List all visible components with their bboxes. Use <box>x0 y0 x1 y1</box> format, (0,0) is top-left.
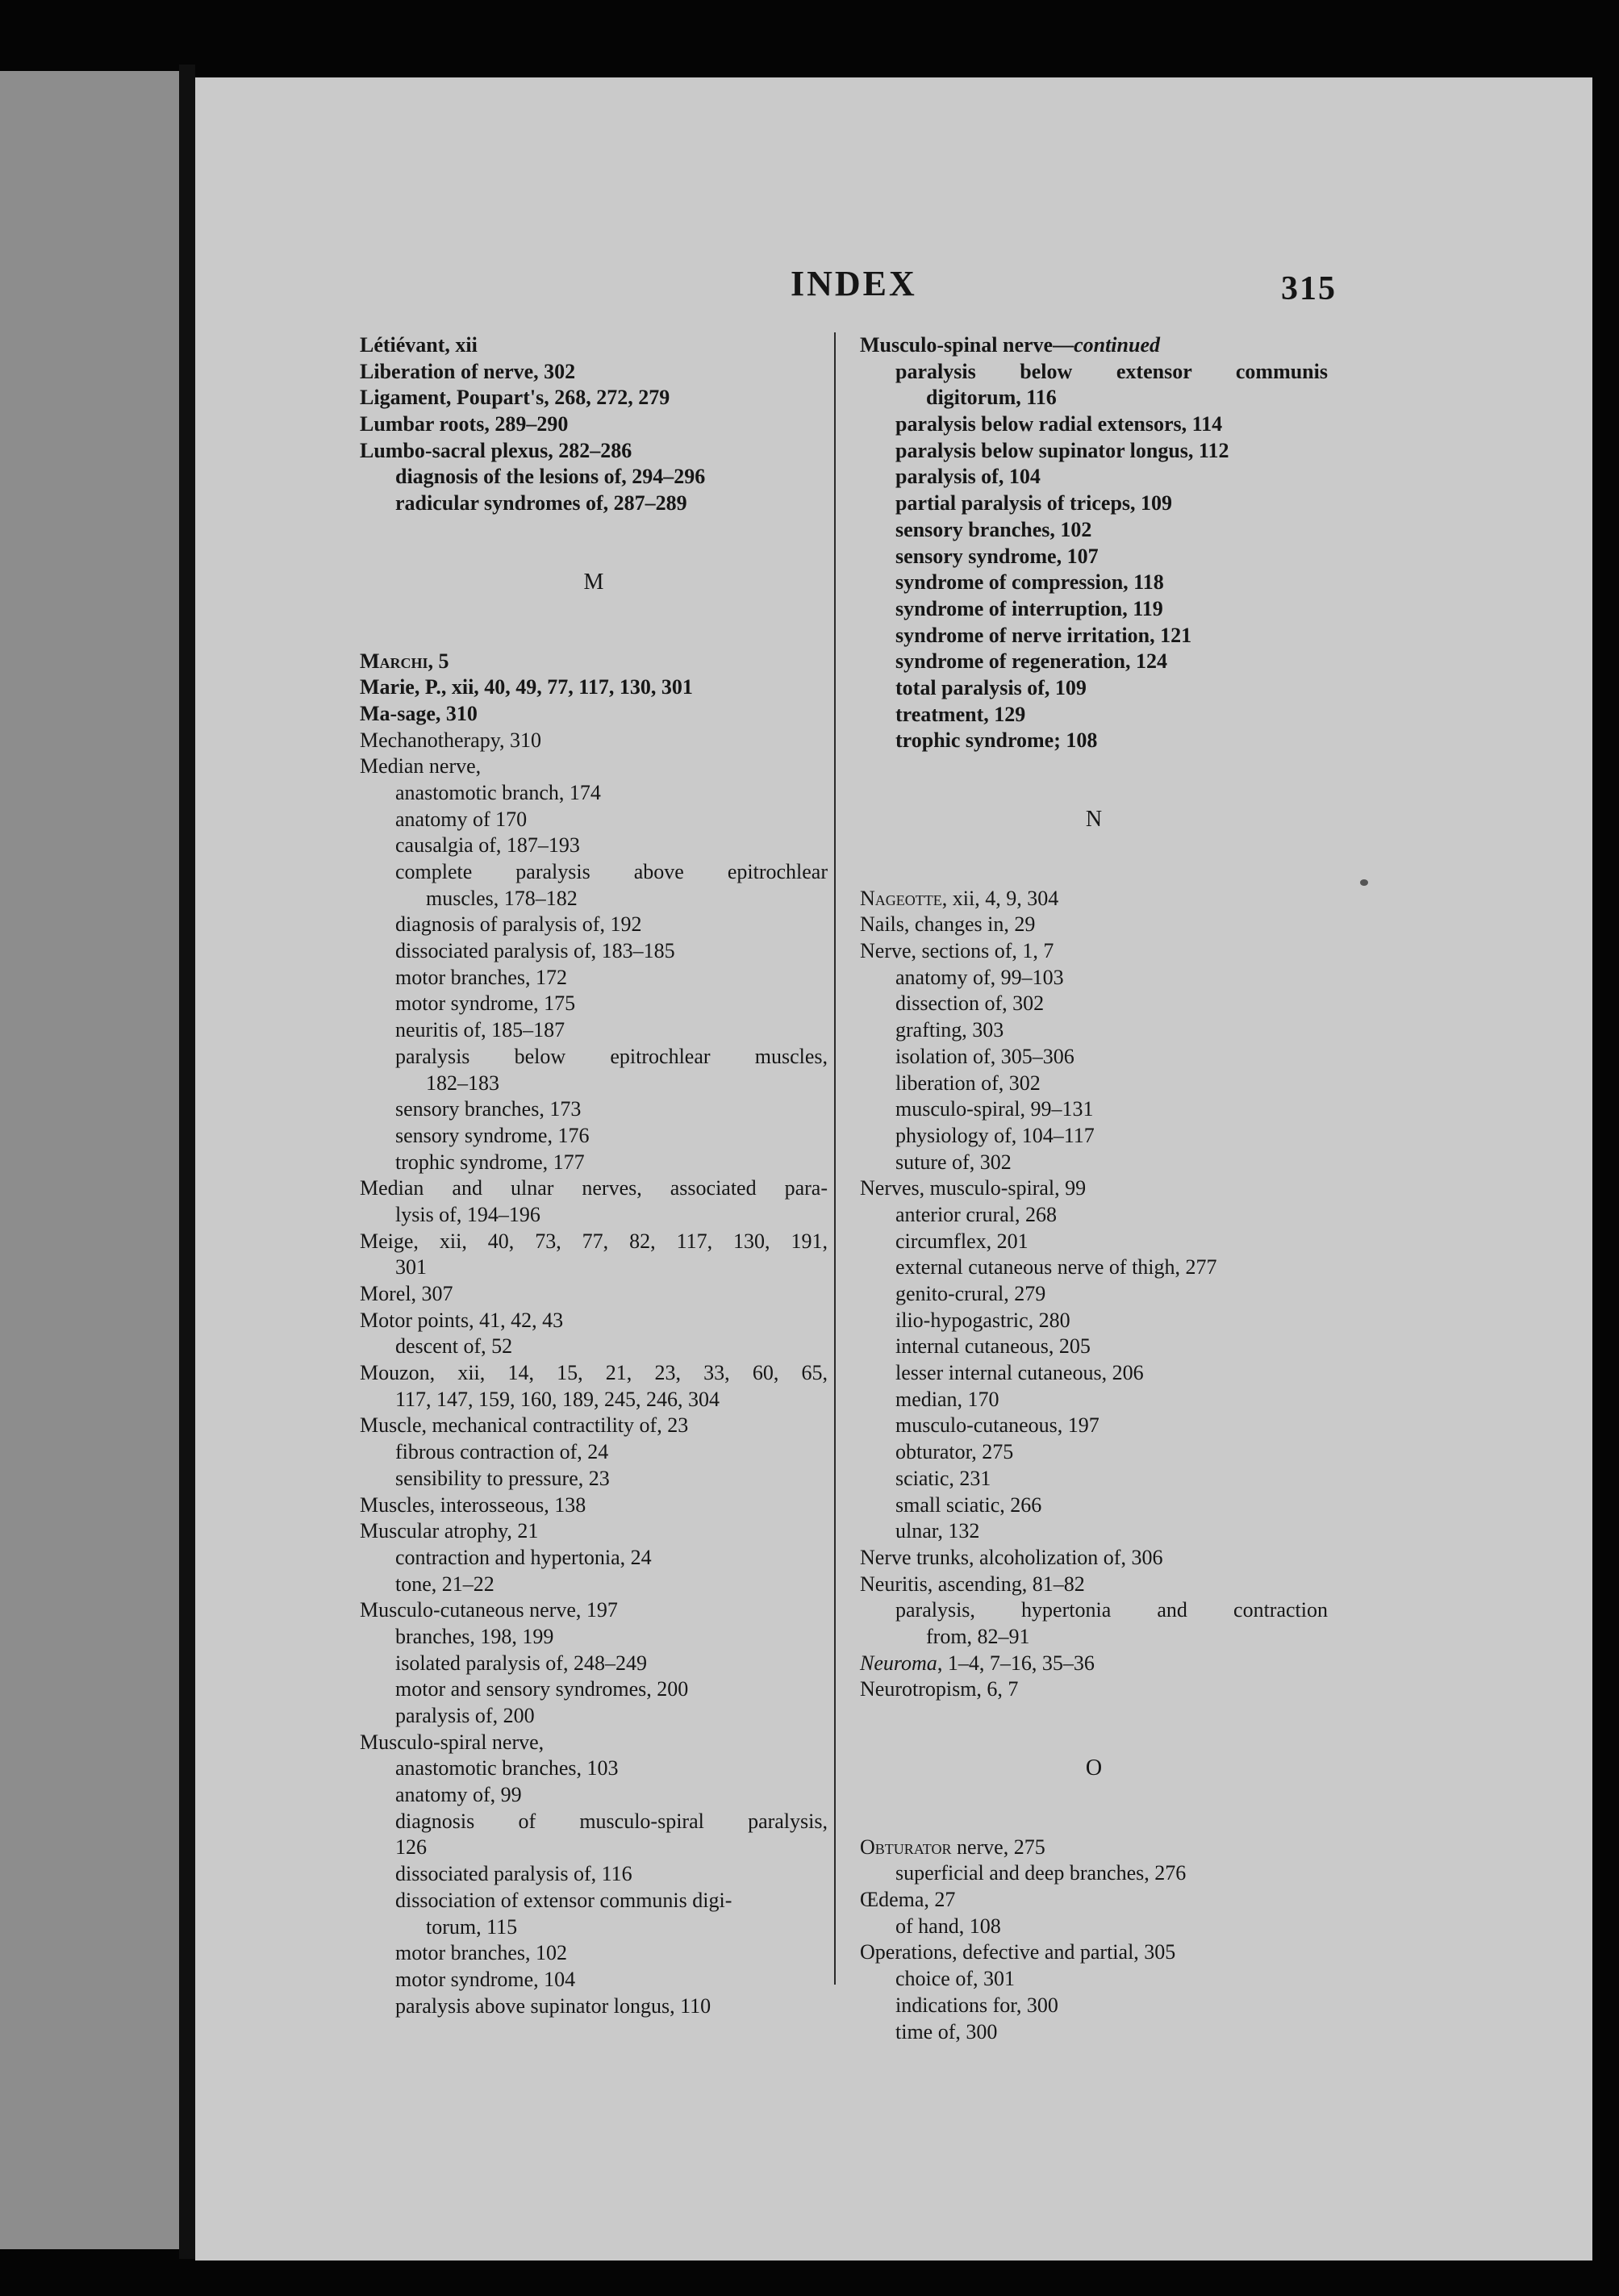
index-subentry: physiology of, 104–117 <box>895 1123 1095 1147</box>
index-subentry: genito-crural, 279 <box>895 1282 1046 1305</box>
index-entry: Meige, xii, 40, 73, 77, 82, 117, 130, 191, <box>360 1229 828 1253</box>
index-subentry: causalgia of, 187–193 <box>395 833 580 858</box>
index-subentry: liberation of, 302 <box>895 1071 1041 1095</box>
index-subentry: paralysis below radial extensors, 114 <box>895 412 1223 436</box>
index-subentry: median, 170 <box>895 1387 999 1411</box>
index-subentry: dissociated paralysis of, 183–185 <box>395 939 675 963</box>
index-entry: Lumbar roots, 289–290 <box>360 412 569 436</box>
entry-term-smallcaps: Obturator <box>860 1835 952 1859</box>
index-entry: Muscle, mechanical contractility of, 23 <box>360 1413 689 1438</box>
index-subentry: paralysis of, 104 <box>895 465 1041 489</box>
index-subentry: syndrome of regeneration, 124 <box>895 649 1167 674</box>
index-subentry: total paralysis of, 109 <box>895 675 1087 699</box>
index-subentry: lesser internal cutaneous, 206 <box>895 1361 1144 1385</box>
index-subentry: anterior crural, 268 <box>895 1202 1057 1226</box>
index-subentry: paralysis below supinator longus, 112 <box>895 438 1229 462</box>
index-subentry: 182–183 <box>426 1071 499 1095</box>
index-subentry: fibrous contraction of, 24 <box>395 1440 609 1464</box>
index-entry: Musculo-spiral nerve, <box>360 1730 545 1754</box>
index-subentry: musculo-cutaneous, 197 <box>895 1413 1100 1438</box>
index-subentry: small sciatic, 266 <box>895 1492 1042 1517</box>
page-number: 315 <box>1281 270 1337 307</box>
index-subentry: lysis of, 194–196 <box>395 1202 540 1226</box>
index-subentry: isolated paralysis of, 248–249 <box>395 1651 647 1675</box>
index-subentry: isolation of, 305–306 <box>895 1044 1074 1068</box>
index-entry <box>860 886 1328 912</box>
index-entry: Mechanotherapy, 310 <box>360 728 542 752</box>
index-entry: Nails, changes in, 29 <box>860 912 1036 937</box>
index-subentry: motor and sensory syndromes, 200 <box>395 1677 689 1701</box>
index-entry <box>860 1835 1328 1861</box>
facing-page-edge <box>0 71 179 2249</box>
section-spacer <box>860 833 1328 886</box>
index-subentry: dissociation of extensor communis digi- <box>395 1888 732 1912</box>
index-subentry: sensibility to pressure, 23 <box>395 1466 610 1490</box>
index-subentry: 301 <box>395 1255 427 1279</box>
index-entry: Nerve, sections of, 1, 7 <box>860 939 1054 963</box>
author-name: Nageotte <box>860 886 942 910</box>
index-subentry: radicular syndromes of, 287–289 <box>395 491 687 516</box>
index-subentry: complete paralysis above epitrochlear <box>395 860 828 883</box>
index-subentry: ilio-hypogastric, 280 <box>895 1308 1070 1332</box>
index-column-right <box>860 332 1328 2045</box>
index-subentry: choice of, 301 <box>895 1967 1016 1991</box>
index-subentry: grafting, 303 <box>895 1018 1004 1042</box>
index-subentry: motor syndrome, 104 <box>395 1967 576 1991</box>
index-entry: Ligament, Poupart's, 268, 272, 279 <box>360 386 670 410</box>
index-subentry: syndrome of nerve irritation, 121 <box>895 623 1192 647</box>
index-subentry: descent of, 52 <box>395 1334 513 1359</box>
index-letter-heading: N <box>1085 807 1103 832</box>
index-subentry: branches, 198, 199 <box>395 1624 554 1648</box>
index-subentry: internal cutaneous, 205 <box>895 1334 1091 1359</box>
index-entry: Neuritis, ascending, 81–82 <box>860 1572 1085 1596</box>
page-gutter-shadow <box>179 65 195 2259</box>
index-subentry: paralysis, hypertonia and contraction <box>895 1598 1328 1622</box>
index-subentry: diagnosis of musculo-spiral paralysis, <box>395 1809 828 1833</box>
index-subentry: 117, 147, 159, 160, 189, 245, 246, 304 <box>395 1387 720 1411</box>
index-entry: Morel, 307 <box>360 1282 453 1305</box>
index-subentry: digitorum, 116 <box>926 386 1057 410</box>
index-column-left <box>360 332 828 2019</box>
index-entry: Nerves, musculo-spiral, 99 <box>860 1176 1087 1200</box>
entry-term-italic: Neuroma <box>860 1651 937 1675</box>
index-subentry: anatomy of 170 <box>395 807 528 831</box>
index-subentry: superficial and deep branches, 276 <box>895 1861 1187 1885</box>
author-name: Marchi <box>360 649 428 673</box>
index-subentry: syndrome of compression, 118 <box>895 570 1164 595</box>
index-entry: Neurotropism, 6, 7 <box>860 1677 1019 1701</box>
index-subentry: paralysis below extensor communis <box>895 359 1328 383</box>
index-subentry: diagnosis of paralysis of, 192 <box>395 912 642 937</box>
index-subentry: neuritis of, 185–187 <box>395 1018 565 1042</box>
index-subentry: sensory syndrome, 107 <box>895 544 1099 568</box>
column-divider-rule <box>834 332 836 1985</box>
index-subentry: sensory syndrome, 176 <box>395 1123 590 1147</box>
index-entry: Lumbo-sacral plexus, 282–286 <box>360 438 632 462</box>
index-entry: Œdema, 27 <box>860 1888 956 1912</box>
index-entry <box>860 1651 1328 1677</box>
index-subentry: obturator, 275 <box>895 1440 1014 1464</box>
index-subentry: suture of, 302 <box>895 1150 1012 1174</box>
index-subentry: ulnar, 132 <box>895 1519 980 1543</box>
index-subentry: paralysis below epitrochlear muscles, <box>395 1044 828 1068</box>
index-entry: Operations, defective and partial, 305 <box>860 1940 1176 1964</box>
index-subentry: muscles, 178–182 <box>426 886 578 910</box>
index-subentry: anastomotic branches, 103 <box>395 1756 619 1780</box>
index-subentry: sensory branches, 173 <box>395 1097 582 1121</box>
index-entry: Marie, P., xii, 40, 49, 77, 117, 130, 301 <box>360 675 693 699</box>
continued-marker: continued <box>1074 333 1160 357</box>
index-subentry: trophic syndrome, 177 <box>395 1150 585 1174</box>
index-subentry: anatomy of, 99 <box>395 1783 522 1807</box>
index-entry: Ma-sage, 310 <box>360 701 478 725</box>
section-spacer <box>360 596 828 649</box>
index-subentry: partial paralysis of triceps, 109 <box>895 491 1173 516</box>
index-letter-heading: M <box>583 569 604 595</box>
index-subentry: sciatic, 231 <box>895 1466 991 1490</box>
index-entry <box>360 649 828 675</box>
index-entry: Median and ulnar nerves, associated para- <box>360 1176 828 1200</box>
index-subentry: paralysis above supinator longus, 110 <box>395 1993 711 2018</box>
index-entry: Muscles, interosseous, 138 <box>360 1492 586 1517</box>
index-subentry: motor branches, 172 <box>395 965 568 989</box>
index-subentry: diagnosis of the lesions of, 294–296 <box>395 465 706 489</box>
index-entry: Létiévant, xii <box>360 333 478 357</box>
index-subentry: indications for, 300 <box>895 1993 1058 2017</box>
entry-rest: nerve, 275 <box>951 1835 1045 1859</box>
index-subentry: syndrome of interruption, 119 <box>895 596 1163 620</box>
index-subentry: torum, 115 <box>426 1914 518 1939</box>
index-entry: Musculo-cutaneous nerve, 197 <box>360 1598 618 1622</box>
index-entry: Median nerve, <box>360 754 482 779</box>
index-subentry: time of, 300 <box>895 2019 998 2043</box>
section-spacer <box>360 517 828 570</box>
index-entry: Liberation of nerve, 302 <box>360 359 576 383</box>
index-subentry: paralysis of, 200 <box>395 1704 535 1727</box>
index-entry: Mouzon, xii, 14, 15, 21, 23, 33, 60, 65, <box>360 1361 828 1385</box>
index-subentry: trophic syndrome; 108 <box>895 728 1098 753</box>
index-subentry: tone, 21–22 <box>395 1572 494 1596</box>
index-subentry: sensory branches, 102 <box>895 517 1092 541</box>
index-subentry: dissection of, 302 <box>895 991 1045 1016</box>
section-spacer <box>860 1782 1328 1835</box>
index-subentry: of hand, 108 <box>895 1914 1001 1938</box>
entry-pages: , xii, 4, 9, 304 <box>941 886 1059 910</box>
index-subentry: treatment, 129 <box>895 702 1026 726</box>
index-entry: Nerve trunks, alcoholization of, 306 <box>860 1545 1163 1569</box>
index-subentry: motor syndrome, 175 <box>395 991 576 1016</box>
running-head-title: INDEX <box>791 264 917 303</box>
index-subentry: from, 82–91 <box>926 1624 1030 1648</box>
section-spacer <box>860 1703 1328 1755</box>
index-subentry: external cutaneous nerve of thigh, 277 <box>895 1255 1217 1279</box>
index-subentry: dissociated paralysis of, 116 <box>395 1862 632 1886</box>
index-entry: Muscular atrophy, 21 <box>360 1519 539 1543</box>
index-subentry: circumflex, 201 <box>895 1229 1029 1253</box>
index-subentry: 126 <box>395 1835 427 1860</box>
index-letter-heading: O <box>1085 1755 1103 1780</box>
index-subentry: musculo-spiral, 99–131 <box>895 1097 1094 1121</box>
scan-speck <box>1360 879 1368 886</box>
section-spacer <box>860 754 1328 807</box>
index-subentry: contraction and hypertonia, 24 <box>395 1545 652 1569</box>
index-subentry: anastomotic branch, 174 <box>395 780 601 804</box>
index-entry: Motor points, 41, 42, 43 <box>360 1308 564 1332</box>
entry-pages: , 1–4, 7–16, 35–36 <box>937 1651 1095 1675</box>
entry-pages: , 5 <box>428 649 449 673</box>
index-subentry: motor branches, 102 <box>395 1941 568 1965</box>
entry-text: Musculo-spinal nerve— <box>860 333 1074 357</box>
index-entry <box>860 332 1328 359</box>
index-subentry: anatomy of, 99–103 <box>895 965 1064 989</box>
